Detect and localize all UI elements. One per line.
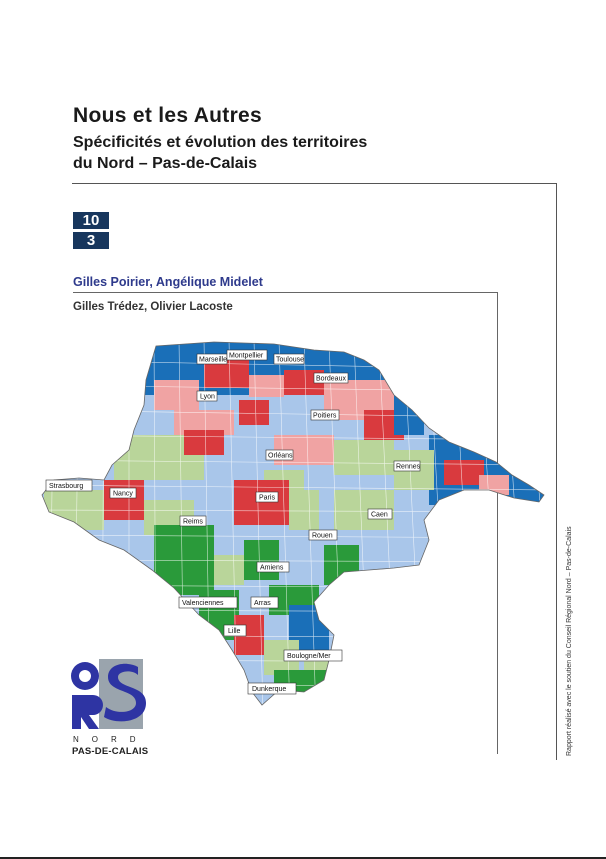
city-poitiers: Poitiers bbox=[313, 412, 337, 420]
city-label-lyon bbox=[197, 391, 217, 401]
city-nancy: Nancy bbox=[113, 490, 133, 498]
frame-rule-vertical bbox=[556, 183, 557, 760]
city-rouen: Rouen bbox=[312, 532, 333, 540]
city-label-nancy bbox=[110, 488, 136, 498]
frame-rule-horizontal bbox=[72, 183, 556, 184]
city-label-poitiers bbox=[311, 410, 339, 420]
city-strasbourg: Strasbourg bbox=[49, 483, 84, 490]
logo-r-stem bbox=[72, 695, 81, 729]
city-label-rouen bbox=[309, 530, 337, 540]
ors-logo bbox=[68, 659, 148, 733]
city-label-arras bbox=[251, 597, 278, 608]
city-valenciennes: Valenciennes bbox=[182, 600, 224, 607]
city-label-orleans bbox=[266, 450, 293, 460]
logo-nord-text: NORD bbox=[73, 735, 149, 744]
city-label-rennes bbox=[394, 461, 421, 471]
city-bordeaux: Bordeaux bbox=[316, 375, 346, 383]
city-label-lille bbox=[224, 625, 246, 636]
city-label-bordeaux bbox=[314, 373, 348, 383]
city-toulouse: Toulouse bbox=[276, 356, 305, 364]
city-lyon: Lyon bbox=[200, 393, 215, 401]
city-boulogne: Boulogne/Mer bbox=[287, 653, 331, 660]
report-subtitle-line1: Spécificités et évolution des territoires bbox=[73, 134, 368, 151]
side-note: Rapport réalisé avec le soutien du Conseil Régional Nord – Pas-de-Calais bbox=[566, 526, 573, 756]
city-label-montpellier bbox=[227, 350, 267, 360]
authors-main: Gilles Poirier, Angélique Midelet bbox=[73, 275, 263, 289]
report-subtitle-line2: du Nord – Pas-de-Calais bbox=[73, 155, 258, 172]
city-montpellier: Montpellier bbox=[229, 352, 264, 360]
city-label-marseille bbox=[197, 354, 227, 364]
city-arras: Arras bbox=[254, 600, 271, 607]
city-amiens: Amiens bbox=[260, 564, 284, 572]
report-number-bottom: 3 bbox=[73, 232, 109, 249]
city-label-valenciennes bbox=[179, 597, 237, 608]
city-label-caen bbox=[368, 509, 392, 519]
authors-secondary: Gilles Trédez, Olivier Lacoste bbox=[73, 301, 233, 313]
city-label-boulogne bbox=[284, 650, 342, 661]
city-label-strasbourg bbox=[46, 480, 92, 491]
city-label-reims bbox=[180, 516, 206, 526]
logo-pas-de-calais-text: PAS-DE-CALAIS bbox=[72, 746, 149, 757]
city-rennes: Rennes bbox=[396, 463, 421, 471]
city-caen: Caen bbox=[371, 511, 388, 519]
city-orleans: Orléans bbox=[268, 452, 293, 460]
city-reims: Reims bbox=[183, 518, 203, 526]
report-number-top: 10 bbox=[73, 212, 109, 229]
city-lille: Lille bbox=[228, 628, 241, 635]
city-marseille: Marseille bbox=[199, 356, 228, 364]
city-paris: Paris bbox=[259, 494, 275, 502]
city-label-paris bbox=[256, 492, 278, 502]
city-label-amiens bbox=[257, 562, 289, 572]
report-title: Nous et les Autres bbox=[73, 104, 263, 127]
city-dunkerque: Dunkerque bbox=[252, 686, 287, 693]
city-label-toulouse bbox=[274, 354, 304, 364]
city-label-dunkerque bbox=[248, 683, 296, 694]
authors-rule bbox=[73, 292, 497, 293]
